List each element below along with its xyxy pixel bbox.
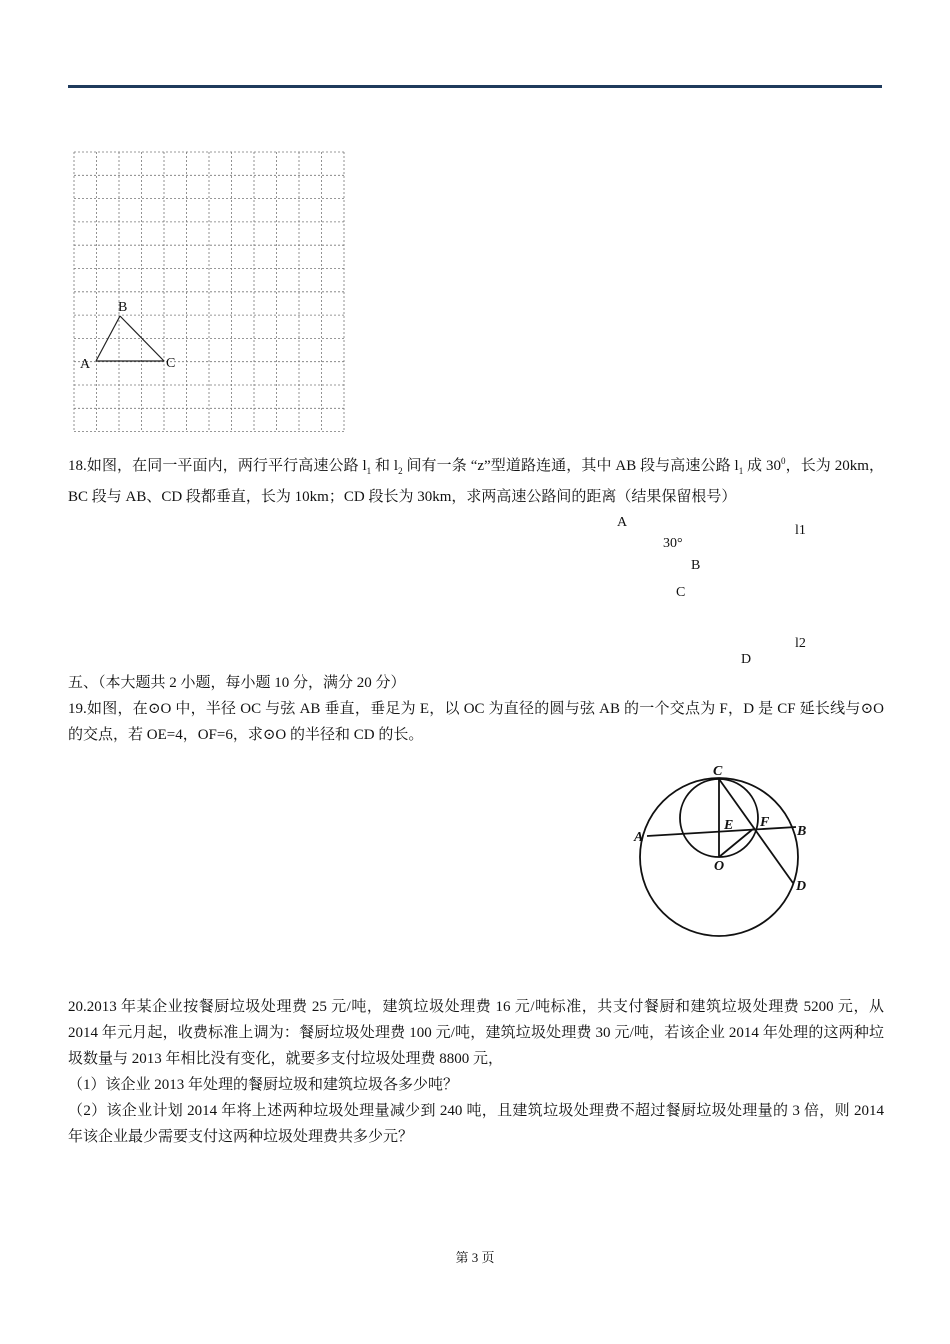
question-20 — [68, 994, 884, 1150]
grid-label-b: B — [118, 300, 128, 315]
q19-label-o: O — [714, 859, 725, 874]
q18-text: 间有一条 “z”型道路连通，其中 AB 段与高速公路 l — [402, 458, 739, 474]
chord-ab — [647, 827, 796, 836]
header-rule — [68, 85, 882, 88]
q18-label-c: C — [676, 585, 686, 600]
question-18 — [68, 448, 884, 510]
q18-sub-2: 2 — [398, 466, 403, 476]
grid-figure — [66, 146, 356, 438]
q20-stem: 20.2013 年某企业按餐厨垃圾处理费 25 元/吨，建筑垃圾处理费 16 元/吨标准，共支付餐厨和建筑垃圾处理费 5200 元，从 2014 年元月起，收费标准上调为：餐厨垃圾处理费 100 元/吨，建筑垃圾处理费 30 元/吨，若该企业 2014 年处理的这两种垃圾数量与 2013 年相比没有变化，就要多支付垃圾处理费 8800 元， — [68, 999, 884, 1067]
q18-label-l2: l2 — [795, 636, 806, 651]
circle-figure — [640, 760, 810, 940]
q18-text: 成 30 — [743, 458, 781, 474]
q20-part-2: （2）该企业计划 2014 年将上述两种垃圾处理量减少到 240 吨，且建筑垃圾处理费不超过餐厨垃圾处理量的 3 倍，则 2014 年该企业最少需要支付这两种垃圾处理费共多少元？ — [68, 1103, 884, 1145]
q19-label-b: B — [797, 824, 807, 839]
q18-sub-3: 1 — [738, 466, 744, 476]
q18-text: ，长为 20km，BC 段与 AB、CD 段都垂直，长为 10km；CD 段长为 30km，求两高速公路间的距离（结果保留根号） — [68, 458, 885, 505]
q19-label-c: C — [713, 764, 723, 779]
grid-label-a: A — [80, 357, 91, 372]
grid-label-c: C — [166, 356, 176, 371]
q18-label-l1: l1 — [795, 523, 806, 538]
q18-text: 18.如图，在同一平面内，两行平行高速公路 l — [68, 458, 367, 474]
q18-label-a: A — [617, 515, 628, 530]
q18-text: 和 l — [371, 458, 399, 474]
q18-label-d: D — [741, 652, 752, 667]
q19-label-f: F — [760, 815, 770, 830]
question-19: 19.如图，在⊙O 中，半径 OC 与弦 AB 垂直，垂足为 E，以 OC 为直径的圆与弦 AB 的一个交点为 F，D 是 CF 延长线与⊙O 的交点，若 OE=4，OF=6，求⊙O 的半径和 CD 的长。 — [68, 701, 884, 743]
q19-label-e: E — [724, 818, 734, 833]
q18-sub-1: 1 — [366, 466, 372, 476]
q18-label-b: B — [691, 558, 701, 573]
q20-part-1: （1）该企业 2013 年处理的餐厨垃圾和建筑垃圾各多少吨？ — [68, 1077, 459, 1093]
q18-sup-degree: 0 — [781, 456, 786, 466]
section-5-heading: 五、（本大题共 2 小题，每小题 10 分，满分 20 分） — [68, 675, 406, 691]
q19-label-a: A — [634, 830, 644, 845]
q19-label-d: D — [796, 879, 807, 894]
page-number: 第 3 页 — [455, 1250, 495, 1265]
q18-label-angle: 30° — [663, 536, 683, 551]
